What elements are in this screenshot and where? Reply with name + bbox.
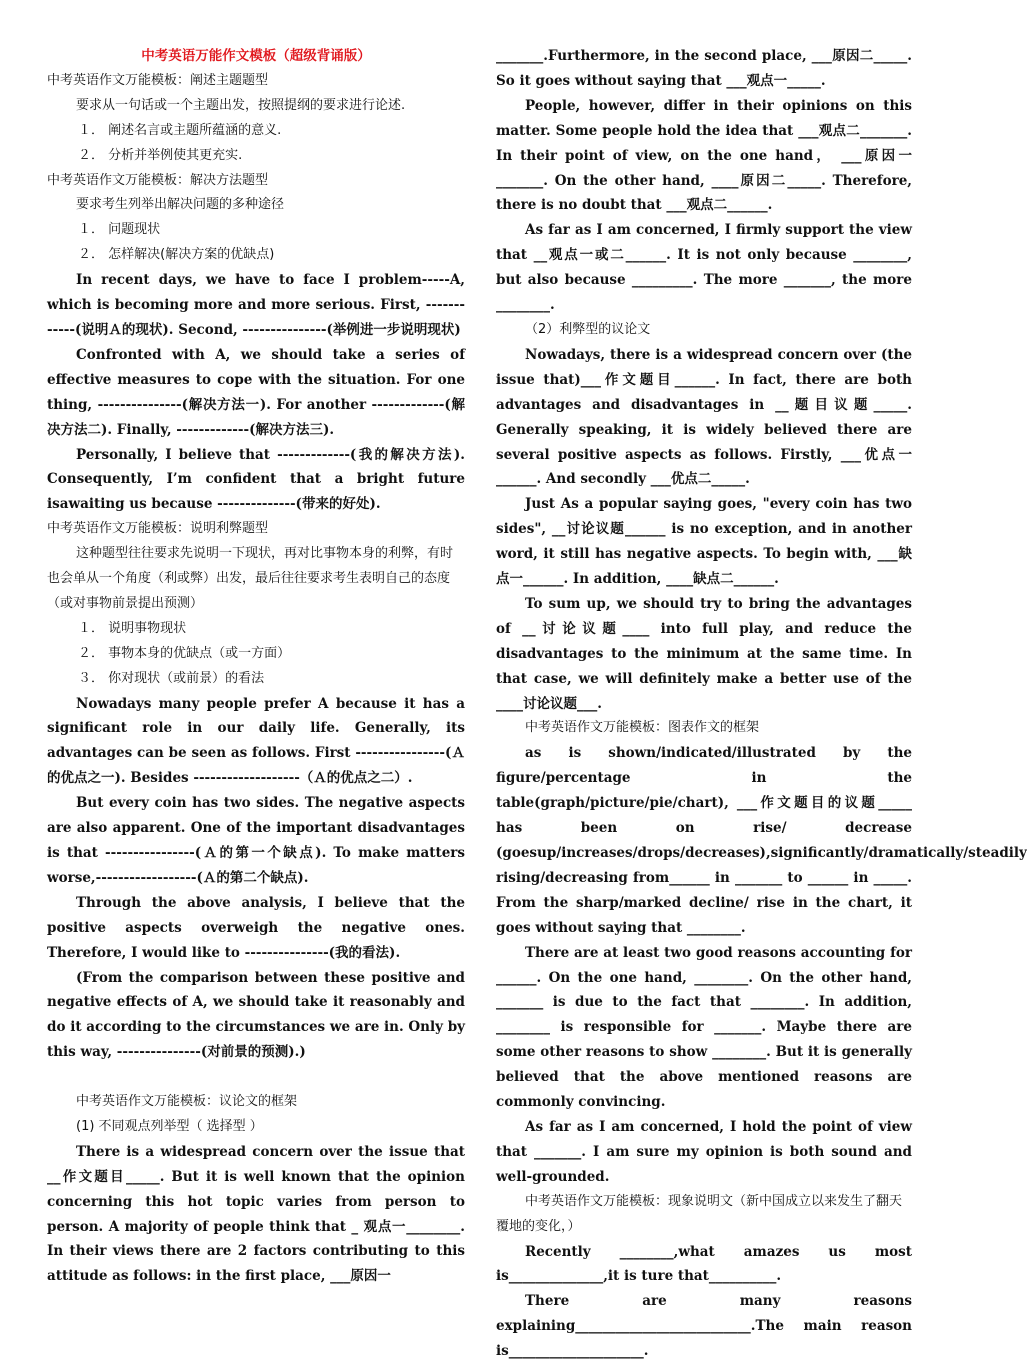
template-paragraph: Nowadays many people prefer A because it has a significant role in our daily life. Generally, its advantages can be seen as follows. First ----------------(Ａ的优点之一). Besides -------------------（Ａ的优点之二）. bbox=[47, 695, 465, 787]
subsection-heading: （2）利弊型的议论文 bbox=[525, 321, 651, 337]
list-item: ２． 怎样解决(解决方案的优缺点) bbox=[78, 247, 275, 263]
template-paragraph: There are at least two good reasons accounting for ______. On the one hand, ________. On the other hand, _______ is due to the fact that ________. In addition, ________ is responsible for _______. Maybe there are some other reasons to show ________. But it is generally believed that the above mentioned reasons are commonly convincing. bbox=[496, 944, 912, 1111]
subsection-heading: (1) 不同观点列举型（ 选择型 ） bbox=[76, 1118, 263, 1134]
section-heading-solution: 中考英语作文万能模板：解决方法题型 bbox=[47, 172, 269, 188]
template-paragraph: As far as I am concerned, I hold the point of view that _______. I am sure my opinion is both sound and well-grounded. bbox=[496, 1118, 912, 1185]
left-column bbox=[47, 44, 465, 1289]
requirement-text: 要求从一句话或一个主题出发，按照提纲的要求进行论述. bbox=[76, 97, 406, 113]
template-paragraph: Personally, I believe that -------------(我的解决方法). Consequently, I’m confident that a bright future isawaiting us because --------------(带来的好处). bbox=[47, 446, 465, 513]
template-paragraph: People, however, differ in their opinions on this matter. Some people hold the idea that ___观点二_______. In their point of view, on the one hand， ___原因一_______. On the other hand, ____原因二_____. Therefore, there is no doubt that ___观点二______. bbox=[496, 97, 912, 214]
template-paragraph: To sum up, we should try to bring the advantages of __讨论议题____ into full play, and reduce the disadvantages to the minimum at the same time. In that case, we will definitely make a better use of the ____讨论议题___. bbox=[496, 595, 912, 712]
template-paragraph: Nowadays, there is a widespread concern over (the issue that)___作文题目______. In fact, there are both advantages and disadvantages in __题目议题_____. Generally speaking, it is widely believed there are several positive aspects as follows. Firstly, ___优点一______. And secondly ___优点二_____. bbox=[496, 346, 912, 488]
template-paragraph: _______.Furthermore, in the second place, ___原因二_____. So it goes without saying that ___观点一_____. bbox=[496, 48, 912, 89]
right-column bbox=[496, 44, 1027, 1364]
template-paragraph: (From the comparison between these positive and negative effects of A, we should take it reasonably and do it according to the circumstances we are in. Only by this way, ---------------(对前景的预测).) bbox=[47, 969, 465, 1061]
template-paragraph: In recent days, we have to face I problem-----A, which is becoming more and more serious. First, ------------(说明Ａ的现状). Second, ---------------(举例进一步说明现状) bbox=[47, 272, 465, 338]
document-title: 中考英语万能作文模板（超级背诵版） bbox=[141, 48, 371, 64]
template-paragraph: Recently ________,what amazes us most is______________,it is ture that__________. bbox=[496, 1243, 912, 1285]
list-item: ２． 分析并举例使其更充实. bbox=[78, 147, 243, 163]
list-item: ３． 你对现状（或前景）的看法 bbox=[78, 670, 265, 686]
requirement-text: 这种题型往往要求先说明一下现状，再对比事物本身的利弊，有时也会单从一个角度（利或弊）出发，最后往往要求考生表明自己的态度（或对事物前景提出预测） bbox=[47, 546, 454, 611]
section-heading-pros-cons: 中考英语作文万能模板：说明利弊题型 bbox=[47, 521, 269, 537]
template-paragraph: But every coin has two sides. The negative aspects are also apparent. One of the important disadvantages is that ----------------(Ａ的第一个缺点). To make matters worse,------------------(Ａ的第二个缺点). bbox=[47, 795, 465, 886]
template-paragraph: There are many reasons explaining__________________________.The main reason is____________________. bbox=[496, 1293, 912, 1360]
list-item: ２． 事物本身的优缺点（或一方面） bbox=[78, 645, 291, 661]
template-paragraph: As far as I am concerned, I firmly support the view that __观点一或二______. It is not only because ________, but also because _________. The more _______, the more ________. bbox=[496, 222, 912, 314]
section-heading-phenomenon: 中考英语作文万能模板：现象说明文（新中国成立以来发生了翻天覆地的变化，） bbox=[496, 1193, 903, 1234]
section-heading-theme: 中考英语作文万能模板：阐述主题题型 bbox=[47, 72, 269, 88]
template-paragraph: Just As a popular saying goes, "every coin has two sides", __讨论议题______ is no exception, and in another word, it still has negative aspects. To begin with, ___缺点一______. In addition, ____缺点二______. bbox=[496, 496, 912, 588]
section-heading-chart: 中考英语作文万能模板：图表作文的框架 bbox=[525, 720, 760, 736]
list-item: １． 说明事物现状 bbox=[78, 620, 187, 636]
template-paragraph: Through the above analysis, I believe that the positive aspects overweigh the negative ones. Therefore, I would like to ---------------(我的看法). bbox=[47, 894, 465, 961]
spacer bbox=[47, 1065, 465, 1090]
list-item: １． 问题现状 bbox=[78, 222, 161, 238]
requirement-text: 要求考生列举出解决问题的多种途径 bbox=[76, 197, 285, 213]
template-paragraph: as is shown/indicated/illustrated by the figure/percentage in the table(graph/picture/pie/chart), ___作文题目的议题_____ has been on rise/ decrease (goesup/increases/drops/decreases),significantly/dramatically/steadily rising/decreasing from______ in _______ to ______ in _____. From the sharp/marked decline/ rise in the chart, it goes without saying that ________. bbox=[496, 745, 1027, 936]
list-item: １． 阐述名言或主题所蕴涵的意义. bbox=[78, 122, 282, 138]
template-paragraph: There is a widespread concern over the issue that __作文题目_____. But it is well known that the opinion concerning this hot topic varies from person to person. A majority of people think that _ 观点一________. In their views there are 2 factors contributing to this attitude as follows: in the first place, ___原因一 bbox=[47, 1143, 465, 1285]
section-heading-argument: 中考英语作文万能模板：议论文的框架 bbox=[76, 1094, 298, 1110]
template-paragraph: Confronted with A, we should take a series of effective measures to cope with the situation. For one thing, ---------------(解决方法一). For another -------------(解决方法二). Finally, -------------(解决方法三). bbox=[47, 346, 465, 438]
